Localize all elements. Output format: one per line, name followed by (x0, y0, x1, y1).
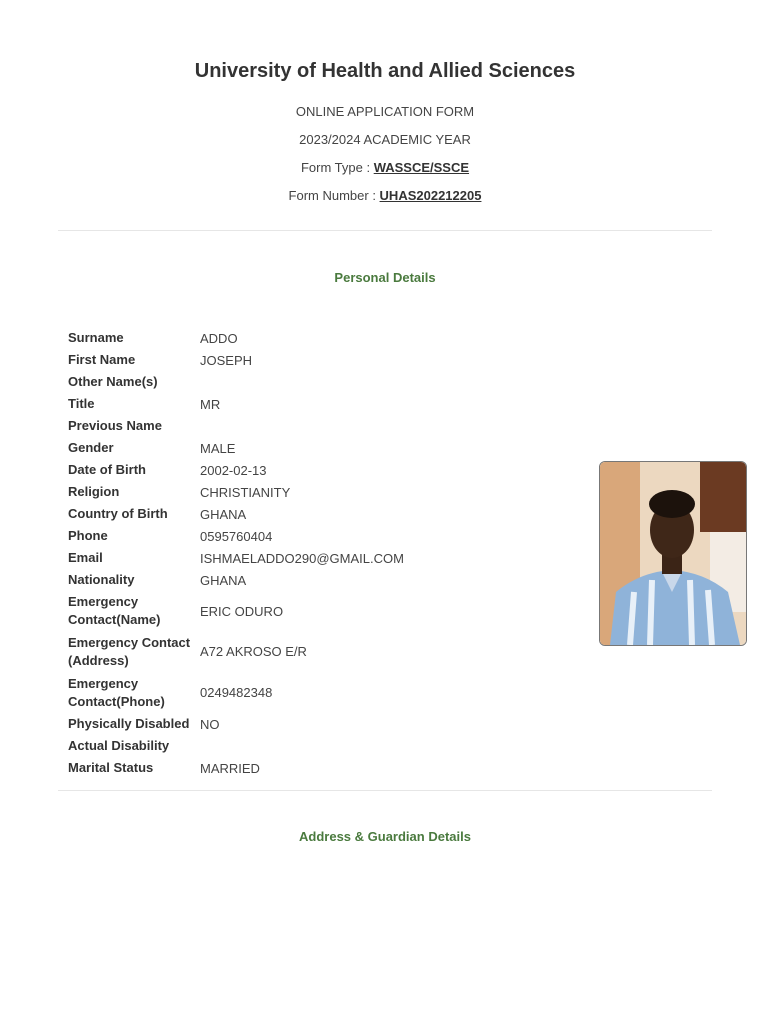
form-subtitle: ONLINE APPLICATION FORM (295, 104, 475, 119)
field-label: Physically Disabled (68, 716, 190, 731)
table-row (68, 591, 404, 631)
table-row (68, 713, 404, 735)
table-row (68, 459, 404, 481)
personal-details-heading: Personal Details (334, 270, 436, 285)
field-value: ADDO (200, 330, 238, 346)
form-number (0, 188, 770, 203)
field-value: MALE (200, 440, 236, 456)
field-label: Marital Status (68, 760, 154, 775)
field-value: GHANA (200, 572, 247, 588)
academic-year: 2023/2024 ACADEMIC YEAR (299, 132, 471, 147)
applicant-photo-image (600, 462, 746, 645)
field-label: Surname (68, 330, 124, 345)
field-label: Date of Birth (68, 462, 146, 477)
field-label: Title (68, 396, 95, 411)
university-title: University of Health and Allied Sciences (194, 60, 576, 82)
form-type-value: WASSCE/SSCE (373, 160, 470, 175)
field-value: 0595760404 (200, 528, 273, 544)
field-value (200, 735, 404, 757)
table-row (68, 371, 404, 393)
form-number-value: UHAS202212205 (379, 188, 482, 203)
field-label: Other Name(s) (68, 374, 158, 389)
field-label: Religion (68, 484, 120, 499)
field-label: Nationality (68, 572, 135, 587)
field-label: Emergency Contact (Address) (68, 634, 191, 668)
field-value: 0249482348 (200, 685, 273, 700)
field-label: Previous Name (68, 418, 162, 433)
table-row (68, 547, 404, 569)
table-row (68, 393, 404, 415)
table-row (68, 569, 404, 591)
field-label: Email (68, 550, 103, 565)
field-value: GHANA (200, 506, 247, 522)
divider (58, 230, 712, 231)
field-value: ISHMAELADDO290@GMAIL.COM (200, 550, 404, 566)
personal-details-table (68, 327, 404, 779)
table-row (68, 327, 404, 349)
field-label: Emergency Contact(Name) (68, 594, 161, 627)
field-value: 2002-02-13 (200, 462, 267, 478)
table-row (68, 481, 404, 503)
field-value: A72 AKROSO E/R (200, 644, 307, 659)
table-row (68, 631, 404, 672)
field-value: ERIC ODURO (200, 603, 284, 619)
table-row (68, 757, 404, 779)
field-value: CHRISTIANITY (200, 484, 291, 500)
field-label: Emergency Contact(Phone) (68, 675, 165, 709)
table-row (68, 503, 404, 525)
field-value: JOSEPH (200, 352, 253, 368)
field-value (200, 415, 404, 437)
table-row (68, 525, 404, 547)
table-row (68, 735, 404, 757)
table-row (68, 672, 404, 713)
field-value: MARRIED (200, 760, 260, 776)
address-guardian-heading: Address & Guardian Details (299, 829, 471, 844)
form-number-label: Form Number : (288, 188, 380, 203)
field-value: MR (200, 396, 221, 412)
form-type (0, 160, 770, 175)
field-label: Phone (68, 528, 108, 543)
divider (58, 790, 712, 791)
table-row (68, 415, 404, 437)
table-row (68, 437, 404, 459)
applicant-photo (599, 461, 747, 646)
table-row (68, 349, 404, 371)
field-label: Gender (68, 440, 114, 455)
field-label: First Name (68, 352, 136, 367)
form-type-label: Form Type : (300, 160, 374, 175)
field-value (200, 371, 404, 393)
field-label: Actual Disability (68, 738, 170, 753)
field-label: Country of Birth (68, 506, 168, 521)
field-value: NO (200, 716, 220, 732)
